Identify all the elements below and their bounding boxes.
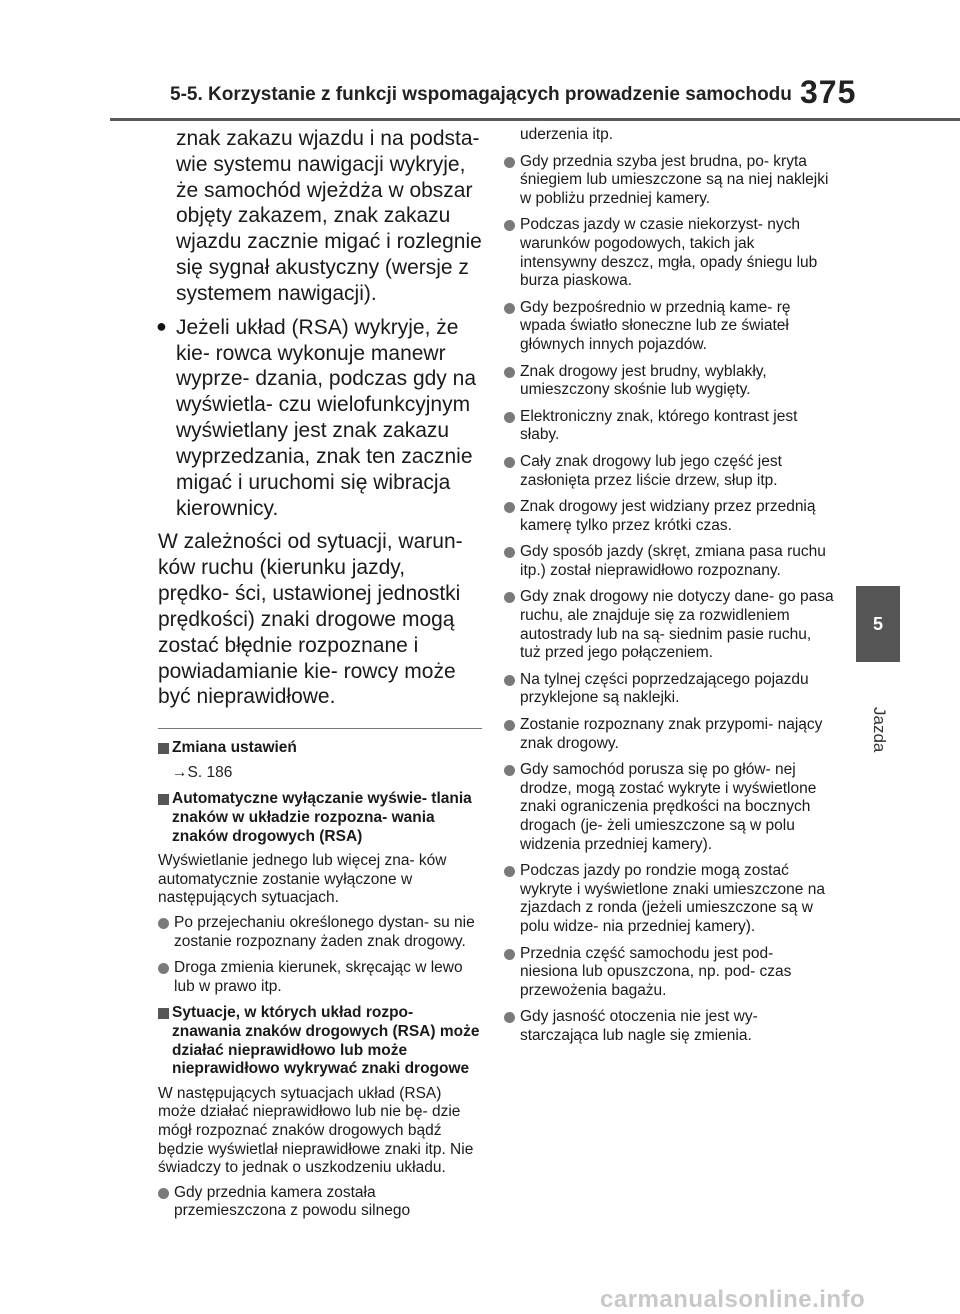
watermark: carmanualsonline.info [600,1286,866,1313]
list-item: Zostanie rozpoznany znak przypomi- nający znak drogowy. [504,716,834,753]
list-item: Gdy samochód porusza się po głów- nej drodze, mogą zostać wykryte i wyświetlone znaki ograniczenia prędkości na bocznych drogach (je- żeli umieszczone są w polu widzenia przedniej kamery). [504,761,834,854]
heading-settings: Zmiana ustawień [158,739,482,758]
list-item: Droga zmienia kierunek, skręcając w lewo lub w prawo itp. [158,959,482,996]
header-divider [110,118,960,121]
chapter-tab-label: Jazda [870,707,889,753]
list-item: Znak drogowy jest widziany przez przednią kamerę tylko przez krótki czas. [504,498,834,535]
lead-bullet: ● Jeżeli układ (RSA) wykryje, że kie- rowca wykonuje manewr wyprze- dzania, podczas gdy na wyświetla- czu wielofunkcyjnym wyświetlany jest znak zakazu wyprzedzania, znak ten zacznie migać i uruchomi się wibracja kierownicy. [158,315,482,522]
list-item: Znak drogowy jest brudny, wyblakły, umieszczony skośnie lub wygięty. [504,363,834,400]
bullet-continuation: uderzenia itp. [520,126,614,143]
list-item: Przednia część samochodu jest pod- niesiona lub opuszczona, np. pod- czas przewożenia bagażu. [504,945,834,1001]
left-column [158,126,482,1229]
list-item: Gdy sposób jazdy (skręt, zmiana pasa ruchu itp.) został nieprawidłowo rozpoznany. [504,543,834,580]
paragraph-auto-off: Wyświetlanie jednego lub więcej zna- ków automatycznie zostanie wyłączone w następujących sytuacjach. [158,852,447,907]
list-item: Elektroniczny znak, którego kontrast jest słaby. [504,408,834,445]
paragraph-malfunction: W następujących sytuacjach układ (RSA) może działać nieprawidłowo lub nie bę- dzie mógł rozpoznać znaków drogowych bądź będzie wyświetlał nieprawidłowe znaki itp. Nie świadczy to jednak o uszkodzeniu układu. [158,1084,474,1177]
list-item: Gdy znak drogowy nie dotyczy dane- go pasa ruchu, ale znajduje się za rozwidleniem autostrady lub na są- siednim pasie ruchu, tuż przed jego połączeniem. [504,588,834,662]
lead-continuation: znak zakazu wjazdu i na podsta- wie systemu nawigacji wykryje, że samochód wjeżdża w obszar objęty zakazem, znak zakazu wjazdu zacznie migać i rozlegnie się sygnał akustyczny (wersje z systemem nawigacji). [176,127,482,305]
list-item: Gdy jasność otoczenia nie jest wy- starczająca lub nagle się zmienia. [504,1008,834,1045]
section-divider [158,728,482,729]
list-item: Gdy bezpośrednio w przednią kame- rę wpada światło słoneczne lub ze świateł głównych innych pojazdów. [504,299,834,355]
page-header [0,0,960,118]
list-item: Gdy przednia kamera została przemieszczona z powodu silnego [158,1184,482,1221]
list-item: Gdy przednia szyba jest brudna, po- kryta śniegiem lub umieszczone są na niej naklejki w pobliżu przedniej kamery. [504,153,834,209]
heading-malfunction: Sytuacje, w których układ rozpo- znawania znaków drogowych (RSA) może działać nieprawidłowo lub może nieprawidłowo wykrywać znaki drogowe [158,1004,482,1078]
heading-auto-off: Automatyczne wyłączanie wyświe- tlania znaków w układzie rozpozna- wania znaków drogowych (RSA) [158,790,482,846]
right-column [504,126,834,1054]
list-item: Podczas jazdy po rondzie mogą zostać wykryte i wyświetlone znaki umieszczone na zjazdach z ronda (jeżeli umieszczone są w polu widze- nia przedniej kamery). [504,862,834,936]
list-item: Na tylnej części poprzedzającego pojazdu przyklejone są naklejki. [504,671,834,708]
section-title: 5-5. Korzystanie z funkcji wspomagających prowadzenie samochodu [170,84,792,105]
page-reference: →S. 186 [172,763,233,781]
chapter-tab-number: 5 [856,586,900,662]
page-number: 375 [800,74,857,110]
list-item: Cały znak drogowy lub jego część jest zasłonięta przez liście drzew, słup itp. [504,453,834,490]
list-item: Po przejechaniu określonego dystan- su nie zostanie rozpoznany żaden znak drogowy. [158,914,482,951]
lead-paragraph: W zależności od sytuacji, warun- ków ruchu (kierunku jazdy, prędko- ści, ustawionej jednostki prędkości) znaki drogowe mogą zostać błędnie rozpoznane i powiadamianie kie- rowcy może być nieprawidłowe. [158,530,463,709]
list-item: Podczas jazdy w czasie niekorzyst- nych warunków pogodowych, takich jak intensywny deszcz, mgła, opady śniegu lub burza piaskowa. [504,216,834,290]
